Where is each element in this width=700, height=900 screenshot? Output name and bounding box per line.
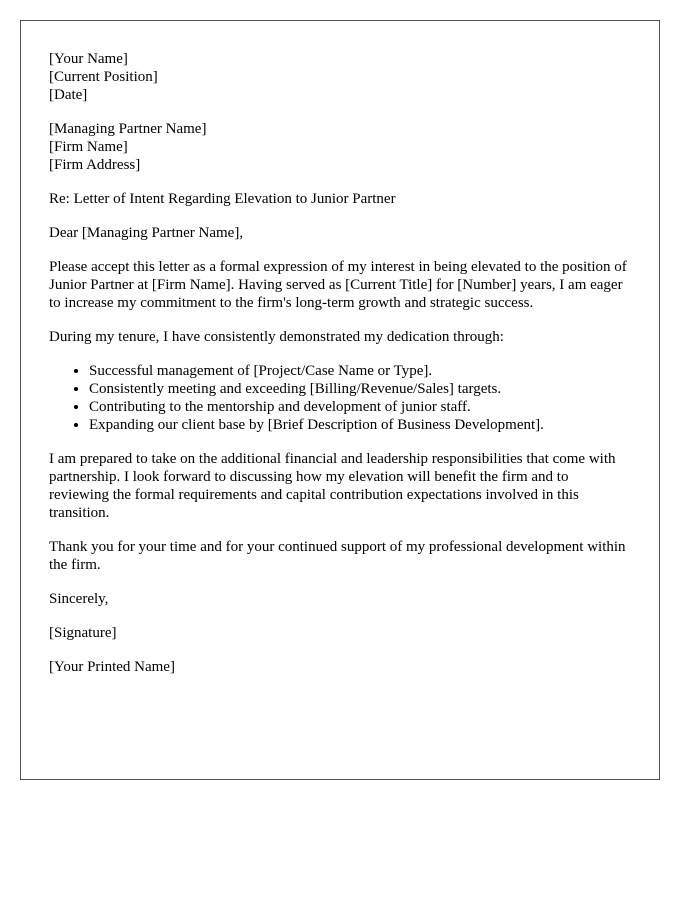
letter-date: [Date]	[49, 87, 88, 103]
signature: [Signature]	[49, 625, 117, 641]
sender-position: [Current Position]	[49, 69, 158, 85]
recipient-name: [Managing Partner Name]	[49, 121, 207, 137]
recipient-block	[49, 120, 631, 174]
letter-page	[20, 20, 660, 780]
printed-name: [Your Printed Name]	[49, 659, 175, 675]
prepared-paragraph: I am prepared to take on the additional financial and leadership responsibilities that come with partnership. I look forward to discussing how my elevation will benefit the firm and to reviewing the formal requirements and capital contribution expectations involved in this transition.	[49, 451, 616, 521]
sender-block	[49, 50, 631, 104]
subject-line: Re: Letter of Intent Regarding Elevation to Junior Partner	[49, 191, 396, 207]
achievements-list	[49, 362, 631, 434]
tenure-paragraph: During my tenure, I have consistently demonstrated my dedication through:	[49, 329, 504, 345]
list-item: • Consistently meeting and exceeding [Billing/Revenue/Sales] targets.	[89, 380, 631, 398]
list-item: • Expanding our client base by [Brief Description of Business Development].	[89, 416, 631, 434]
intro-paragraph: Please accept this letter as a formal expression of my interest in being elevated to the position of Junior Partner at [Firm Name]. Having served as [Current Title] for [Number] years, I am eager to increase my commitment to the firm's long-term growth and strategic success.	[49, 259, 627, 311]
closing: Sincerely,	[49, 591, 109, 607]
salutation: Dear [Managing Partner Name],	[49, 225, 244, 241]
sender-name: [Your Name]	[49, 51, 128, 67]
list-item: • Contributing to the mentorship and development of junior staff.	[89, 398, 631, 416]
list-item: • Successful management of [Project/Case Name or Type].	[89, 362, 631, 380]
recipient-address: [Firm Address]	[49, 157, 141, 173]
recipient-firm: [Firm Name]	[49, 139, 128, 155]
thanks-paragraph: Thank you for your time and for your continued support of my professional development within the firm.	[49, 539, 626, 573]
